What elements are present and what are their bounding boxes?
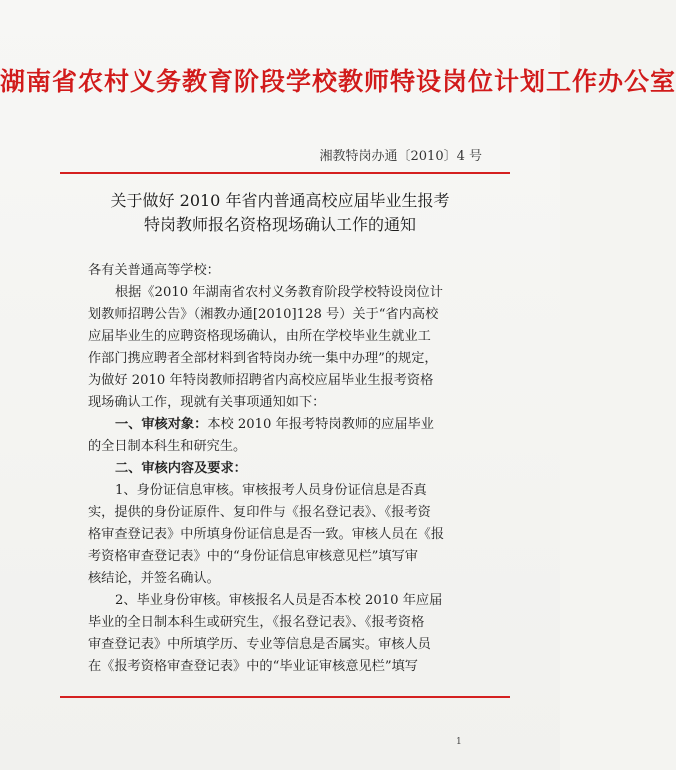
section-2-heading: 二、审核内容及要求： <box>115 461 247 476</box>
paragraph-line: 考资格审查登记表》中的“身份证信息审核意见栏”填写审 <box>88 549 418 564</box>
item-1-line: 1、身份证信息审核。审核报考人员身份证信息是否真 <box>115 483 427 498</box>
title-line-1: 关于做好 2010 年省内普通高校应届毕业生报考 <box>110 191 450 210</box>
paragraph-line: 现场确认工作，现就有关事项通知如下： <box>88 395 326 410</box>
paragraph-line: 审查登记表》中所填学历、专业等信息是否属实。审核人员 <box>88 637 431 652</box>
paragraph-line: 根据《2010 年湖南省农村义务教育阶段学校特设岗位计 <box>115 285 443 300</box>
page-number: 1 <box>456 737 462 747</box>
title-line-2: 特岗教师报名资格现场确认工作的通知 <box>143 215 416 234</box>
section-1-heading: 一、审核对象： <box>115 417 208 432</box>
document-title <box>0 189 560 237</box>
paragraph-line: 实，提供的身份证原件、复印件与《报名登记表》、《报考资 <box>88 505 431 520</box>
paragraph-line: 划教师招聘公告》（湘教办通[2010]128 号）关于“省内高校 <box>88 307 439 322</box>
paragraph-line: 作部门携应聘者全部材料到省特岗办统一集中办理”的规定， <box>88 351 438 366</box>
paragraph-line: 在《报考资格审查登记表》中的“毕业证审核意见栏”填写 <box>88 659 418 674</box>
paragraph-line: 的全日制本科生和研究生。 <box>88 439 247 454</box>
paragraph-line: 核结论，并签名确认。 <box>88 571 220 586</box>
document-number: 湘教特岗办通〔2010〕4 号 <box>319 149 482 164</box>
red-divider-top <box>60 172 510 174</box>
salutation: 各有关普通高等学校： <box>88 263 220 278</box>
paragraph-line: 为做好 2010 年特岗教师招聘省内高校应届毕业生报考资格 <box>88 373 434 388</box>
paragraph-line: 毕业的全日制本科生或研究生，《报名登记表》、《报考资格 <box>88 615 425 630</box>
section-1-line: 一、审核对象：本校 2010 年报考特岗教师的应届毕业 <box>115 417 434 432</box>
issuing-office-header: 湖南省农村义务教育阶段学校教师特设岗位计划工作办公室 <box>0 67 676 96</box>
item-2-line: 2、毕业身份审核。审核报名人员是否本校 2010 年应届 <box>115 593 443 608</box>
paragraph-line: 格审查登记表》中所填身份证信息是否一致。审核人员在《报 <box>88 527 445 542</box>
paragraph-line: 应届毕业生的应聘资格现场确认，由所在学校毕业生就业工 <box>88 329 431 344</box>
document-body <box>88 260 513 678</box>
red-divider-bottom <box>60 696 510 698</box>
